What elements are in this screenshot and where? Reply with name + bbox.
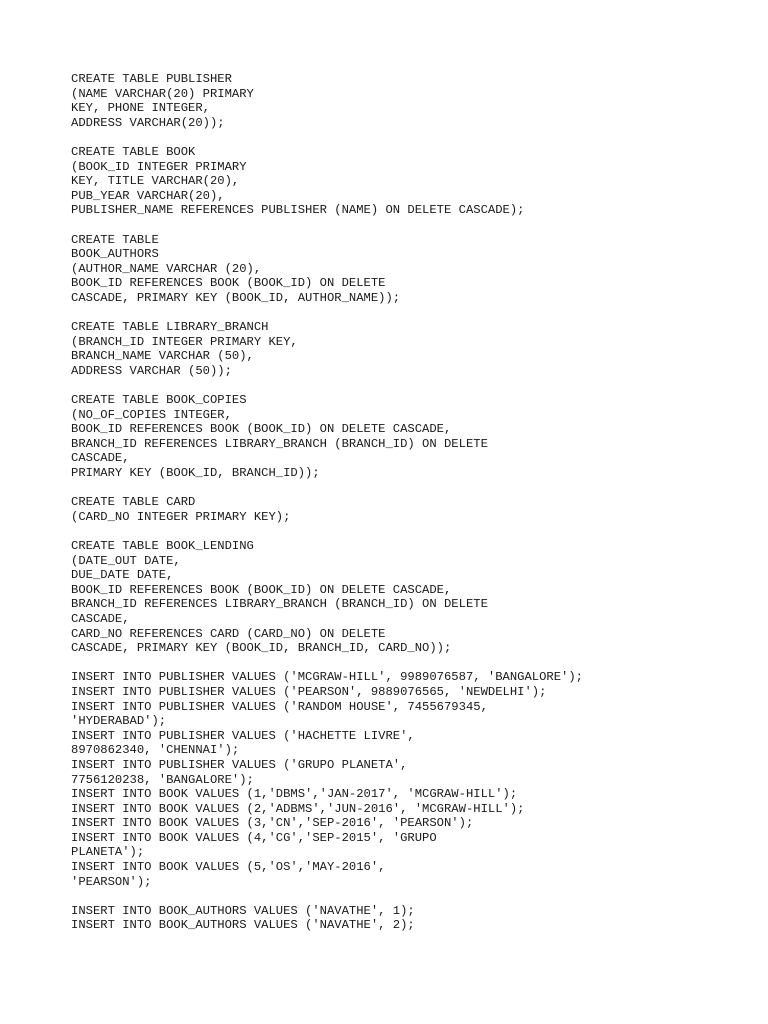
sql-line: INSERT INTO BOOK_AUTHORS VALUES ('NAVATHE', 1); [71,903,415,918]
sql-line: PUBLISHER_NAME REFERENCES PUBLISHER (NAME) ON DELETE CASCADE); [71,203,525,218]
sql-line: INSERT INTO BOOK VALUES (3,'CN','SEP-2016', 'PEARSON'); [71,816,474,831]
sql-line: CREATE TABLE BOOK [71,144,196,159]
sql-line: ADDRESS VARCHAR (50)); [71,363,232,378]
sql-block-insert-publisher-and-book [71,670,751,889]
sql-line: INSERT INTO PUBLISHER VALUES ('MCGRAW-HILL', 9989076587, 'BANGALORE'); [71,670,583,685]
sql-line: BOOK_ID REFERENCES BOOK (BOOK_ID) ON DELETE [71,276,386,291]
sql-line: PUB_YEAR VARCHAR(20), [71,188,225,203]
sql-line: INSERT INTO BOOK VALUES (5,'OS','MAY-2016', [71,860,386,875]
sql-line: BRANCH_NAME VARCHAR (50), [71,349,254,364]
sql-line: CARD_NO REFERENCES CARD (CARD_NO) ON DELETE [71,626,386,641]
sql-line: BOOK_AUTHORS [71,247,159,262]
sql-line: INSERT INTO BOOK_AUTHORS VALUES ('NAVATHE', 2); [71,918,415,933]
sql-line: INSERT INTO PUBLISHER VALUES ('HACHETTE LIVRE', [71,728,415,743]
sql-block-insert-book-authors [71,904,751,933]
sql-line: PRIMARY KEY (BOOK_ID, BRANCH_ID)); [71,466,320,481]
sql-block-create-table-book-copies [71,393,751,481]
sql-line: CREATE TABLE BOOK_COPIES [71,393,247,408]
sql-line: CREATE TABLE LIBRARY_BRANCH [71,320,269,335]
sql-line: (BRANCH_ID INTEGER PRIMARY KEY, [71,334,298,349]
sql-line: 7756120238, 'BANGALORE'); [71,772,254,787]
sql-line: KEY, TITLE VARCHAR(20), [71,174,240,189]
sql-block-create-table-card [71,495,751,524]
sql-line: PLANETA'); [71,845,145,860]
sql-block-create-table-book [71,145,751,218]
sql-document [71,72,751,948]
sql-line: INSERT INTO PUBLISHER VALUES ('GRUPO PLANETA', [71,757,408,772]
sql-line: (AUTHOR_NAME VARCHAR (20), [71,261,262,276]
sql-line: CASCADE, [71,451,130,466]
sql-line: (NAME VARCHAR(20) PRIMARY [71,86,254,101]
sql-line: KEY, PHONE INTEGER, [71,101,210,116]
sql-line: INSERT INTO PUBLISHER VALUES ('PEARSON', 9889076565, 'NEWDELHI'); [71,684,547,699]
sql-line: BOOK_ID REFERENCES BOOK (BOOK_ID) ON DELETE CASCADE, [71,422,452,437]
sql-line: BOOK_ID REFERENCES BOOK (BOOK_ID) ON DELETE CASCADE, [71,582,452,597]
sql-block-create-table-book-lending [71,539,751,656]
sql-line: CREATE TABLE BOOK_LENDING [71,539,254,553]
sql-line: CREATE TABLE [71,232,159,247]
sql-line: CREATE TABLE PUBLISHER [71,72,232,86]
sql-line: BRANCH_ID REFERENCES LIBRARY_BRANCH (BRANCH_ID) ON DELETE [71,597,488,612]
sql-line: ADDRESS VARCHAR(20)); [71,115,225,130]
sql-block-create-table-publisher [71,72,751,130]
sql-line: CASCADE, [71,611,130,626]
sql-line: INSERT INTO PUBLISHER VALUES ('RANDOM HOUSE', 7455679345, [71,699,488,714]
sql-line: INSERT INTO BOOK VALUES (1,'DBMS','JAN-2017', 'MCGRAW-HILL'); [71,787,518,802]
sql-line: (NO_OF_COPIES INTEGER, [71,407,232,422]
sql-line: (DATE_OUT DATE, [71,553,181,568]
sql-line: BRANCH_ID REFERENCES LIBRARY_BRANCH (BRANCH_ID) ON DELETE [71,436,488,451]
sql-line: (BOOK_ID INTEGER PRIMARY [71,159,247,174]
sql-line: 8970862340, 'CHENNAI'); [71,743,240,758]
sql-line: CASCADE, PRIMARY KEY (BOOK_ID, BRANCH_ID, CARD_NO)); [71,641,452,656]
sql-line: 'HYDERABAD'); [71,714,167,729]
sql-line: INSERT INTO BOOK VALUES (4,'CG','SEP-2015', 'GRUPO [71,830,437,845]
sql-block-create-table-book-authors [71,233,751,306]
sql-line: (CARD_NO INTEGER PRIMARY KEY); [71,509,291,524]
sql-line: CASCADE, PRIMARY KEY (BOOK_ID, AUTHOR_NAME)); [71,290,401,305]
sql-line: DUE_DATE DATE, [71,568,174,583]
sql-block-create-table-library-branch [71,320,751,378]
sql-line: CREATE TABLE CARD [71,495,196,510]
sql-line: 'PEARSON'); [71,874,152,889]
sql-line: INSERT INTO BOOK VALUES (2,'ADBMS','JUN-2016', 'MCGRAW-HILL'); [71,801,525,816]
